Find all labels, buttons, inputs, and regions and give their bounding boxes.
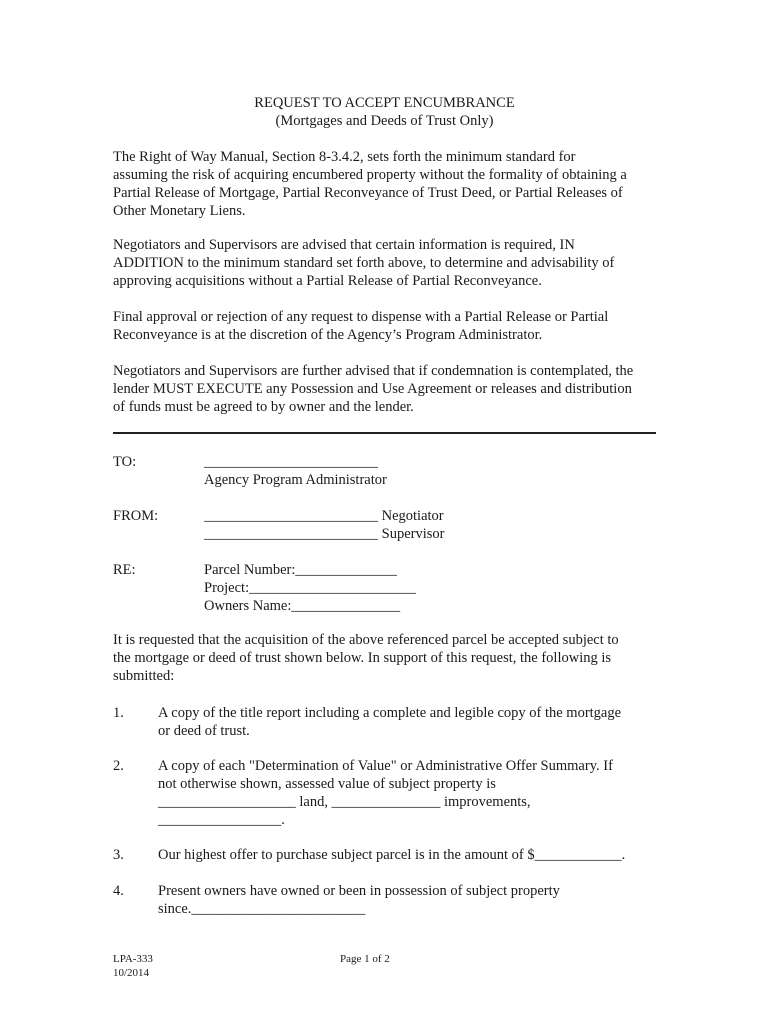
para-line: the mortgage or deed of trust shown below. In support of this request, the following is xyxy=(113,650,612,666)
item-number: 2. xyxy=(113,758,124,774)
paragraph-final-approval xyxy=(113,308,661,344)
item-line: A copy of the title report including a complete and legible copy of the mortgage xyxy=(158,705,622,721)
to-caption: Agency Program Administrator xyxy=(204,472,387,488)
item-line[interactable]: _________________. xyxy=(158,812,285,828)
item-number: 1. xyxy=(113,705,124,721)
para-line: assuming the risk of acquiring encumbered property without the formality of obtaining a xyxy=(113,167,627,183)
item-line: A copy of each "Determination of Value" or Administrative Offer Summary. If xyxy=(158,758,613,774)
item-title-report xyxy=(158,704,658,740)
paragraph-condemnation xyxy=(113,362,661,416)
paragraph-negotiators-advised xyxy=(113,236,661,290)
para-line: Other Monetary Liens. xyxy=(113,203,246,219)
to-blank-field[interactable]: ________________________ xyxy=(204,454,378,470)
from-supervisor-field[interactable]: ________________________ Supervisor xyxy=(204,526,445,542)
para-line: Partial Release of Mortgage, Partial Reconveyance of Trust Deed, or Partial Releases of xyxy=(113,185,623,201)
item-highest-offer xyxy=(158,846,658,864)
paragraph-request xyxy=(113,631,661,685)
para-line: The Right of Way Manual, Section 8-3.4.2, sets forth the minimum standard for xyxy=(113,149,576,165)
from-label: FROM: xyxy=(113,508,159,524)
re-label: RE: xyxy=(113,562,136,578)
para-line: submitted: xyxy=(113,668,175,684)
item-number: 3. xyxy=(113,847,124,863)
item-number: 4. xyxy=(113,883,124,899)
section-divider xyxy=(113,432,656,434)
footer-form-id: LPA-333 xyxy=(113,953,153,965)
document-title xyxy=(113,94,656,130)
para-line: Reconveyance is at the discretion of the Agency’s Program Administrator. xyxy=(113,327,543,343)
para-line: Negotiators and Supervisors are advised that certain information is required, IN xyxy=(113,237,575,253)
para-line: Final approval or rejection of any request to dispense with a Partial Release or Partial xyxy=(113,309,609,325)
para-line: lender MUST EXECUTE any Possession and Use Agreement or releases and distribution xyxy=(113,381,632,397)
from-negotiator-field[interactable]: ________________________ Negotiator xyxy=(204,508,444,524)
item-line[interactable]: Our highest offer to purchase subject parcel is in the amount of $____________. xyxy=(158,847,626,863)
item-line: Present owners have owned or been in possession of subject property xyxy=(158,883,560,899)
para-line: approving acquisitions without a Partial Release of Partial Reconveyance. xyxy=(113,273,542,289)
title-line-2: (Mortgages and Deeds of Trust Only) xyxy=(275,113,494,129)
item-line[interactable]: ___________________ land, _______________ improvements, xyxy=(158,794,531,810)
para-line: Negotiators and Supervisors are further advised that if condemnation is contemplated, the xyxy=(113,363,634,379)
para-line: ADDITION to the minimum standard set forth above, to determine and advisability of xyxy=(113,255,615,271)
item-determination-of-value xyxy=(158,757,658,829)
project-field[interactable]: Project:_______________________ xyxy=(204,580,416,596)
para-line: It is requested that the acquisition of the above referenced parcel be accepted subject to xyxy=(113,632,619,648)
footer-page-number: Page 1 of 2 xyxy=(340,953,390,965)
item-line: or deed of trust. xyxy=(158,723,250,739)
item-owners-possession xyxy=(158,882,658,918)
owners-name-field[interactable]: Owners Name:_______________ xyxy=(204,598,401,614)
item-line: not otherwise shown, assessed value of subject property is xyxy=(158,776,496,792)
parcel-number-field[interactable]: Parcel Number:______________ xyxy=(204,562,397,578)
to-label: TO: xyxy=(113,454,137,470)
footer-date: 10/2014 xyxy=(113,967,150,979)
item-line[interactable]: since.________________________ xyxy=(158,901,366,917)
paragraph-right-of-way xyxy=(113,148,661,220)
title-line-1: REQUEST TO ACCEPT ENCUMBRANCE xyxy=(254,95,515,111)
para-line: of funds must be agreed to by owner and the lender. xyxy=(113,399,414,415)
